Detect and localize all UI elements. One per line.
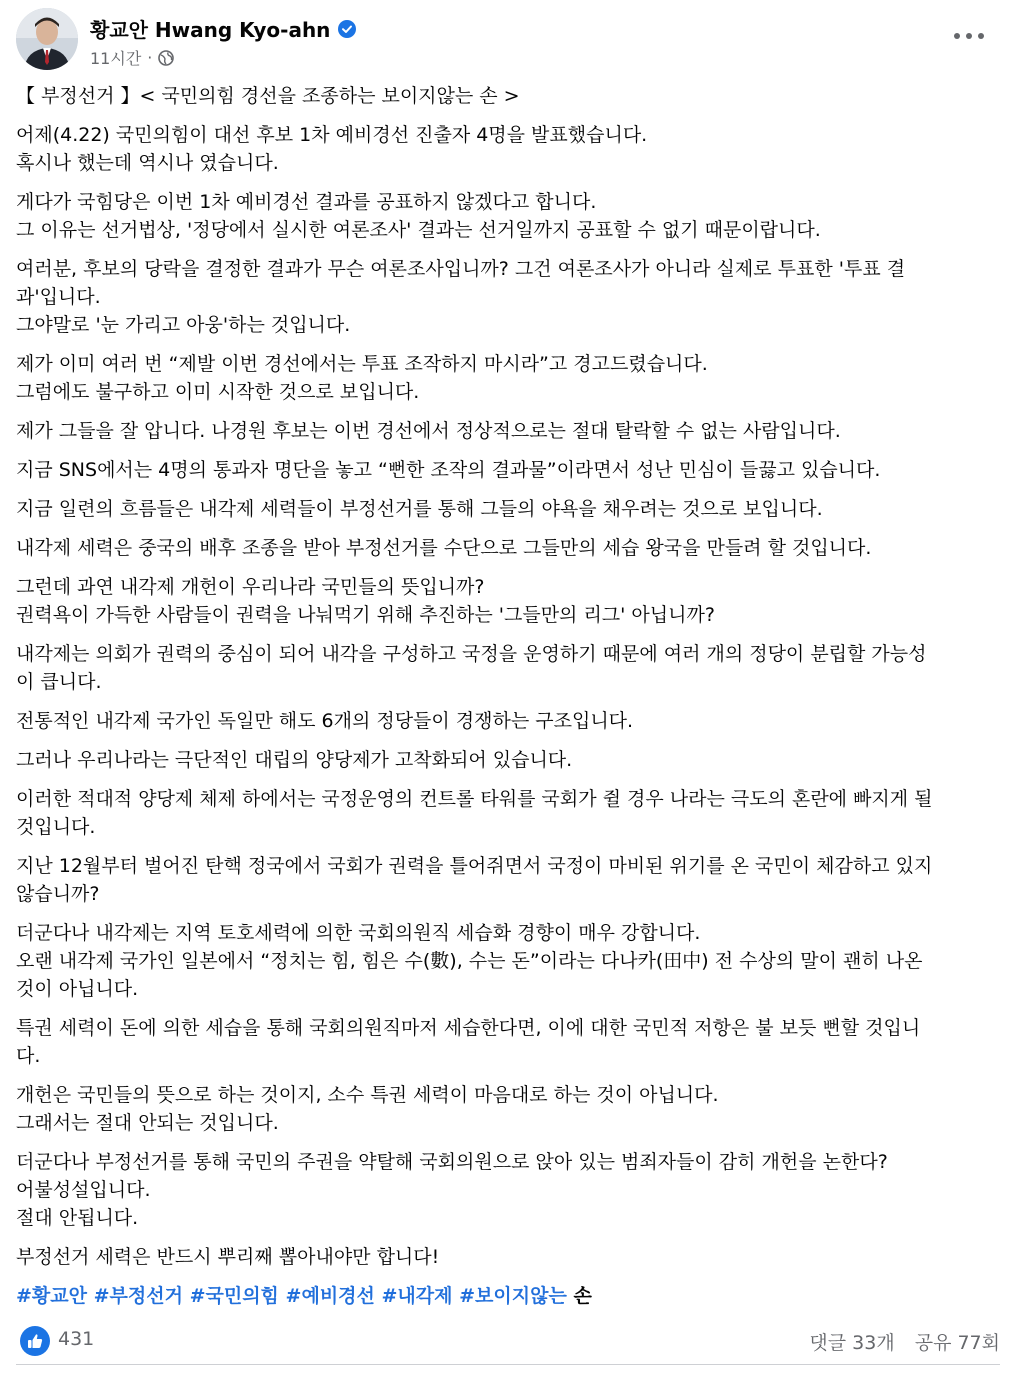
hashtag-list bbox=[16, 1282, 1006, 1310]
post-text-line: 그러나 우리나라는 극단적인 대립의 양당제가 고착화되어 있습니다. bbox=[16, 749, 573, 771]
hashtag-link[interactable]: #예비경선 bbox=[285, 1285, 375, 1307]
post-text-line: 것이 아닙니다. bbox=[16, 978, 139, 1000]
post-paragraph bbox=[16, 1014, 1006, 1070]
author-row bbox=[90, 14, 356, 43]
post-paragraph bbox=[16, 1081, 1006, 1137]
post-paragraph bbox=[16, 350, 1006, 406]
post-paragraph bbox=[16, 417, 1006, 445]
post-text-line: 그런데 과연 내각제 개헌이 우리나라 국민들의 뜻입니까? bbox=[16, 576, 485, 598]
post-text-line: 【 부정선거 】< 국민의힘 경선을 조종하는 보이지않는 손 > bbox=[16, 85, 520, 107]
post-text-line: 그 이유는 선거법상, '정당에서 실시한 여론조사' 결과는 선거일까지 공표할 수 없기 때문이랍니다. bbox=[16, 219, 821, 241]
post-paragraph bbox=[16, 82, 1006, 110]
post-paragraph bbox=[16, 1148, 1006, 1232]
footer-divider bbox=[16, 1364, 1000, 1365]
post-paragraph bbox=[16, 707, 1006, 735]
avatar[interactable] bbox=[16, 8, 78, 70]
hashtag-link[interactable]: #황교안 bbox=[16, 1285, 87, 1307]
post-paragraph bbox=[16, 121, 1006, 177]
post-paragraph bbox=[16, 1243, 1006, 1271]
post-text-line: 그야말로 '눈 가리고 아웅'하는 것입니다. bbox=[16, 314, 351, 336]
post-text-line: 제가 이미 여러 번 “제발 이번 경선에서는 투표 조작하지 마시라”고 경고드렸습니다. bbox=[16, 353, 708, 375]
post-text-line: 내각제 세력은 중국의 배후 조종을 받아 부정선거를 수단으로 그들만의 세습 왕국을 만들려 할 것입니다. bbox=[16, 537, 872, 559]
like-count[interactable]: 431 bbox=[58, 1328, 95, 1350]
post-paragraph bbox=[16, 188, 1006, 244]
post-text-line: 부정선거 세력은 반드시 뿌리째 뽑아내야만 합니다! bbox=[16, 1246, 440, 1268]
post-text-line: 특권 세력이 돈에 의한 세습을 통해 국회의원직마저 세습한다면, 이에 대한 국민적 저항은 불 보듯 뻔할 것입니 bbox=[16, 1017, 921, 1039]
post-paragraph bbox=[16, 255, 1006, 339]
post-text-line: 지난 12월부터 벌어진 탄핵 정국에서 국회가 권력을 틀어쥐면서 국정이 마비된 위기를 온 국민이 체감하고 있지 bbox=[16, 855, 933, 877]
post-text-line: 게다가 국힘당은 이번 1차 예비경선 결과를 공표하지 않겠다고 합니다. bbox=[16, 191, 597, 213]
post-body bbox=[16, 82, 1006, 1310]
post-text-line: 이 큽니다. bbox=[16, 671, 102, 693]
post-text-line: 과'입니다. bbox=[16, 286, 101, 308]
meta-separator: · bbox=[147, 48, 153, 67]
post-text-line: 개헌은 국민들의 뜻으로 하는 것이지, 소수 특권 세력이 마음대로 하는 것이 아닙니다. bbox=[16, 1084, 719, 1106]
post-text-line: 혹시나 했는데 역시나 였습니다. bbox=[16, 152, 279, 174]
post-text-line: 오랜 내각제 국가인 일본에서 “정치는 힘, 힘은 수(數), 수는 돈”이라는 다나카(田中) 전 수상의 말이 괜히 나온 bbox=[16, 950, 923, 972]
post-text-line: 다. bbox=[16, 1045, 41, 1067]
post-paragraph bbox=[16, 534, 1006, 562]
post-paragraph bbox=[16, 495, 1006, 523]
post-meta bbox=[90, 46, 174, 69]
hashtag-link[interactable]: #보이지않는 bbox=[459, 1285, 567, 1307]
post-text-line: 이러한 적대적 양당제 체제 하에서는 국정운영의 컨트롤 타워를 국회가 쥘 경우 나라는 극도의 혼란에 빠지게 될 bbox=[16, 788, 933, 810]
comment-count[interactable]: 댓글 33개 bbox=[809, 1332, 895, 1354]
post-paragraph bbox=[16, 746, 1006, 774]
hashtag-link[interactable]: #내각제 bbox=[381, 1285, 453, 1307]
post-text-line: 어제(4.22) 국민의힘이 대선 후보 1차 예비경선 진출자 4명을 발표했습니다. bbox=[16, 124, 648, 146]
post-paragraph bbox=[16, 456, 1006, 484]
like-icon[interactable] bbox=[20, 1326, 50, 1356]
hashtag-link[interactable]: #부정선거 bbox=[93, 1285, 183, 1307]
post-paragraph bbox=[16, 640, 1006, 696]
post-text-line: 내각제는 의회가 권력의 중심이 되어 내각을 구성하고 국정을 운영하기 때문에 여러 개의 정당이 분립할 가능성 bbox=[16, 643, 927, 665]
share-count[interactable]: 공유 77회 bbox=[914, 1332, 1000, 1354]
author-name[interactable]: 황교안 Hwang Kyo-ahn bbox=[90, 18, 331, 42]
post-paragraph bbox=[16, 785, 1006, 841]
hashtag-link[interactable]: #국민의힘 bbox=[189, 1285, 279, 1307]
post-header bbox=[16, 8, 1006, 72]
verified-badge-icon bbox=[338, 20, 356, 38]
hashtag-tail-text: 손 bbox=[573, 1285, 592, 1307]
post-footer bbox=[16, 1320, 1000, 1364]
post-text-line: 여러분, 후보의 당락을 결정한 결과가 무슨 여론조사입니까? 그건 여론조사가 아니라 실제로 투표한 '투표 결 bbox=[16, 258, 906, 280]
post-text-line: 권력욕이 가득한 사람들이 권력을 나눠먹기 위해 추진하는 '그들만의 리그' 아닙니까? bbox=[16, 604, 715, 626]
post-text-line: 어불성설입니다. bbox=[16, 1179, 151, 1201]
post-text-line: 지금 SNS에서는 4명의 통과자 명단을 놓고 “뻔한 조작의 결과물”이라면서 성난 민심이 들끓고 있습니다. bbox=[16, 459, 881, 481]
post-text-line: 절대 안됩니다. bbox=[16, 1207, 139, 1229]
post-text-line: 더군다나 내각제는 지역 토호세력에 의한 국회의원직 세습화 경향이 매우 강합니다. bbox=[16, 922, 701, 944]
post-paragraph bbox=[16, 852, 1006, 908]
post-text-line: 제가 그들을 잘 압니다. 나경원 후보는 이번 경선에서 정상적으로는 절대 탈락할 수 없는 사람입니다. bbox=[16, 420, 841, 442]
globe-icon[interactable] bbox=[158, 50, 174, 66]
post-text-line: 그럼에도 불구하고 이미 시작한 것으로 보입니다. bbox=[16, 381, 420, 403]
post-paragraph bbox=[16, 573, 1006, 629]
post-time[interactable]: 11시간 bbox=[90, 49, 142, 68]
post-paragraph bbox=[16, 919, 1006, 1003]
post-text-line: 그래서는 절대 안되는 것입니다. bbox=[16, 1112, 279, 1134]
post-text-line: 더군다나 부정선거를 통해 국민의 주권을 약탈해 국회의원으로 앉아 있는 범죄자들이 감히 개헌을 논한다? bbox=[16, 1151, 888, 1173]
post-text-line: 전통적인 내각제 국가인 독일만 해도 6개의 정당들이 경쟁하는 구조입니다. bbox=[16, 710, 634, 732]
post-text-line: 지금 일련의 흐름들은 내각제 세력들이 부정선거를 통해 그들의 야욕을 채우려는 것으로 보입니다. bbox=[16, 498, 823, 520]
more-options-icon[interactable] bbox=[954, 26, 984, 46]
post-text-line: 않습니까? bbox=[16, 883, 100, 905]
post-text-line: 것입니다. bbox=[16, 816, 96, 838]
engagement-stats bbox=[795, 1328, 1000, 1355]
